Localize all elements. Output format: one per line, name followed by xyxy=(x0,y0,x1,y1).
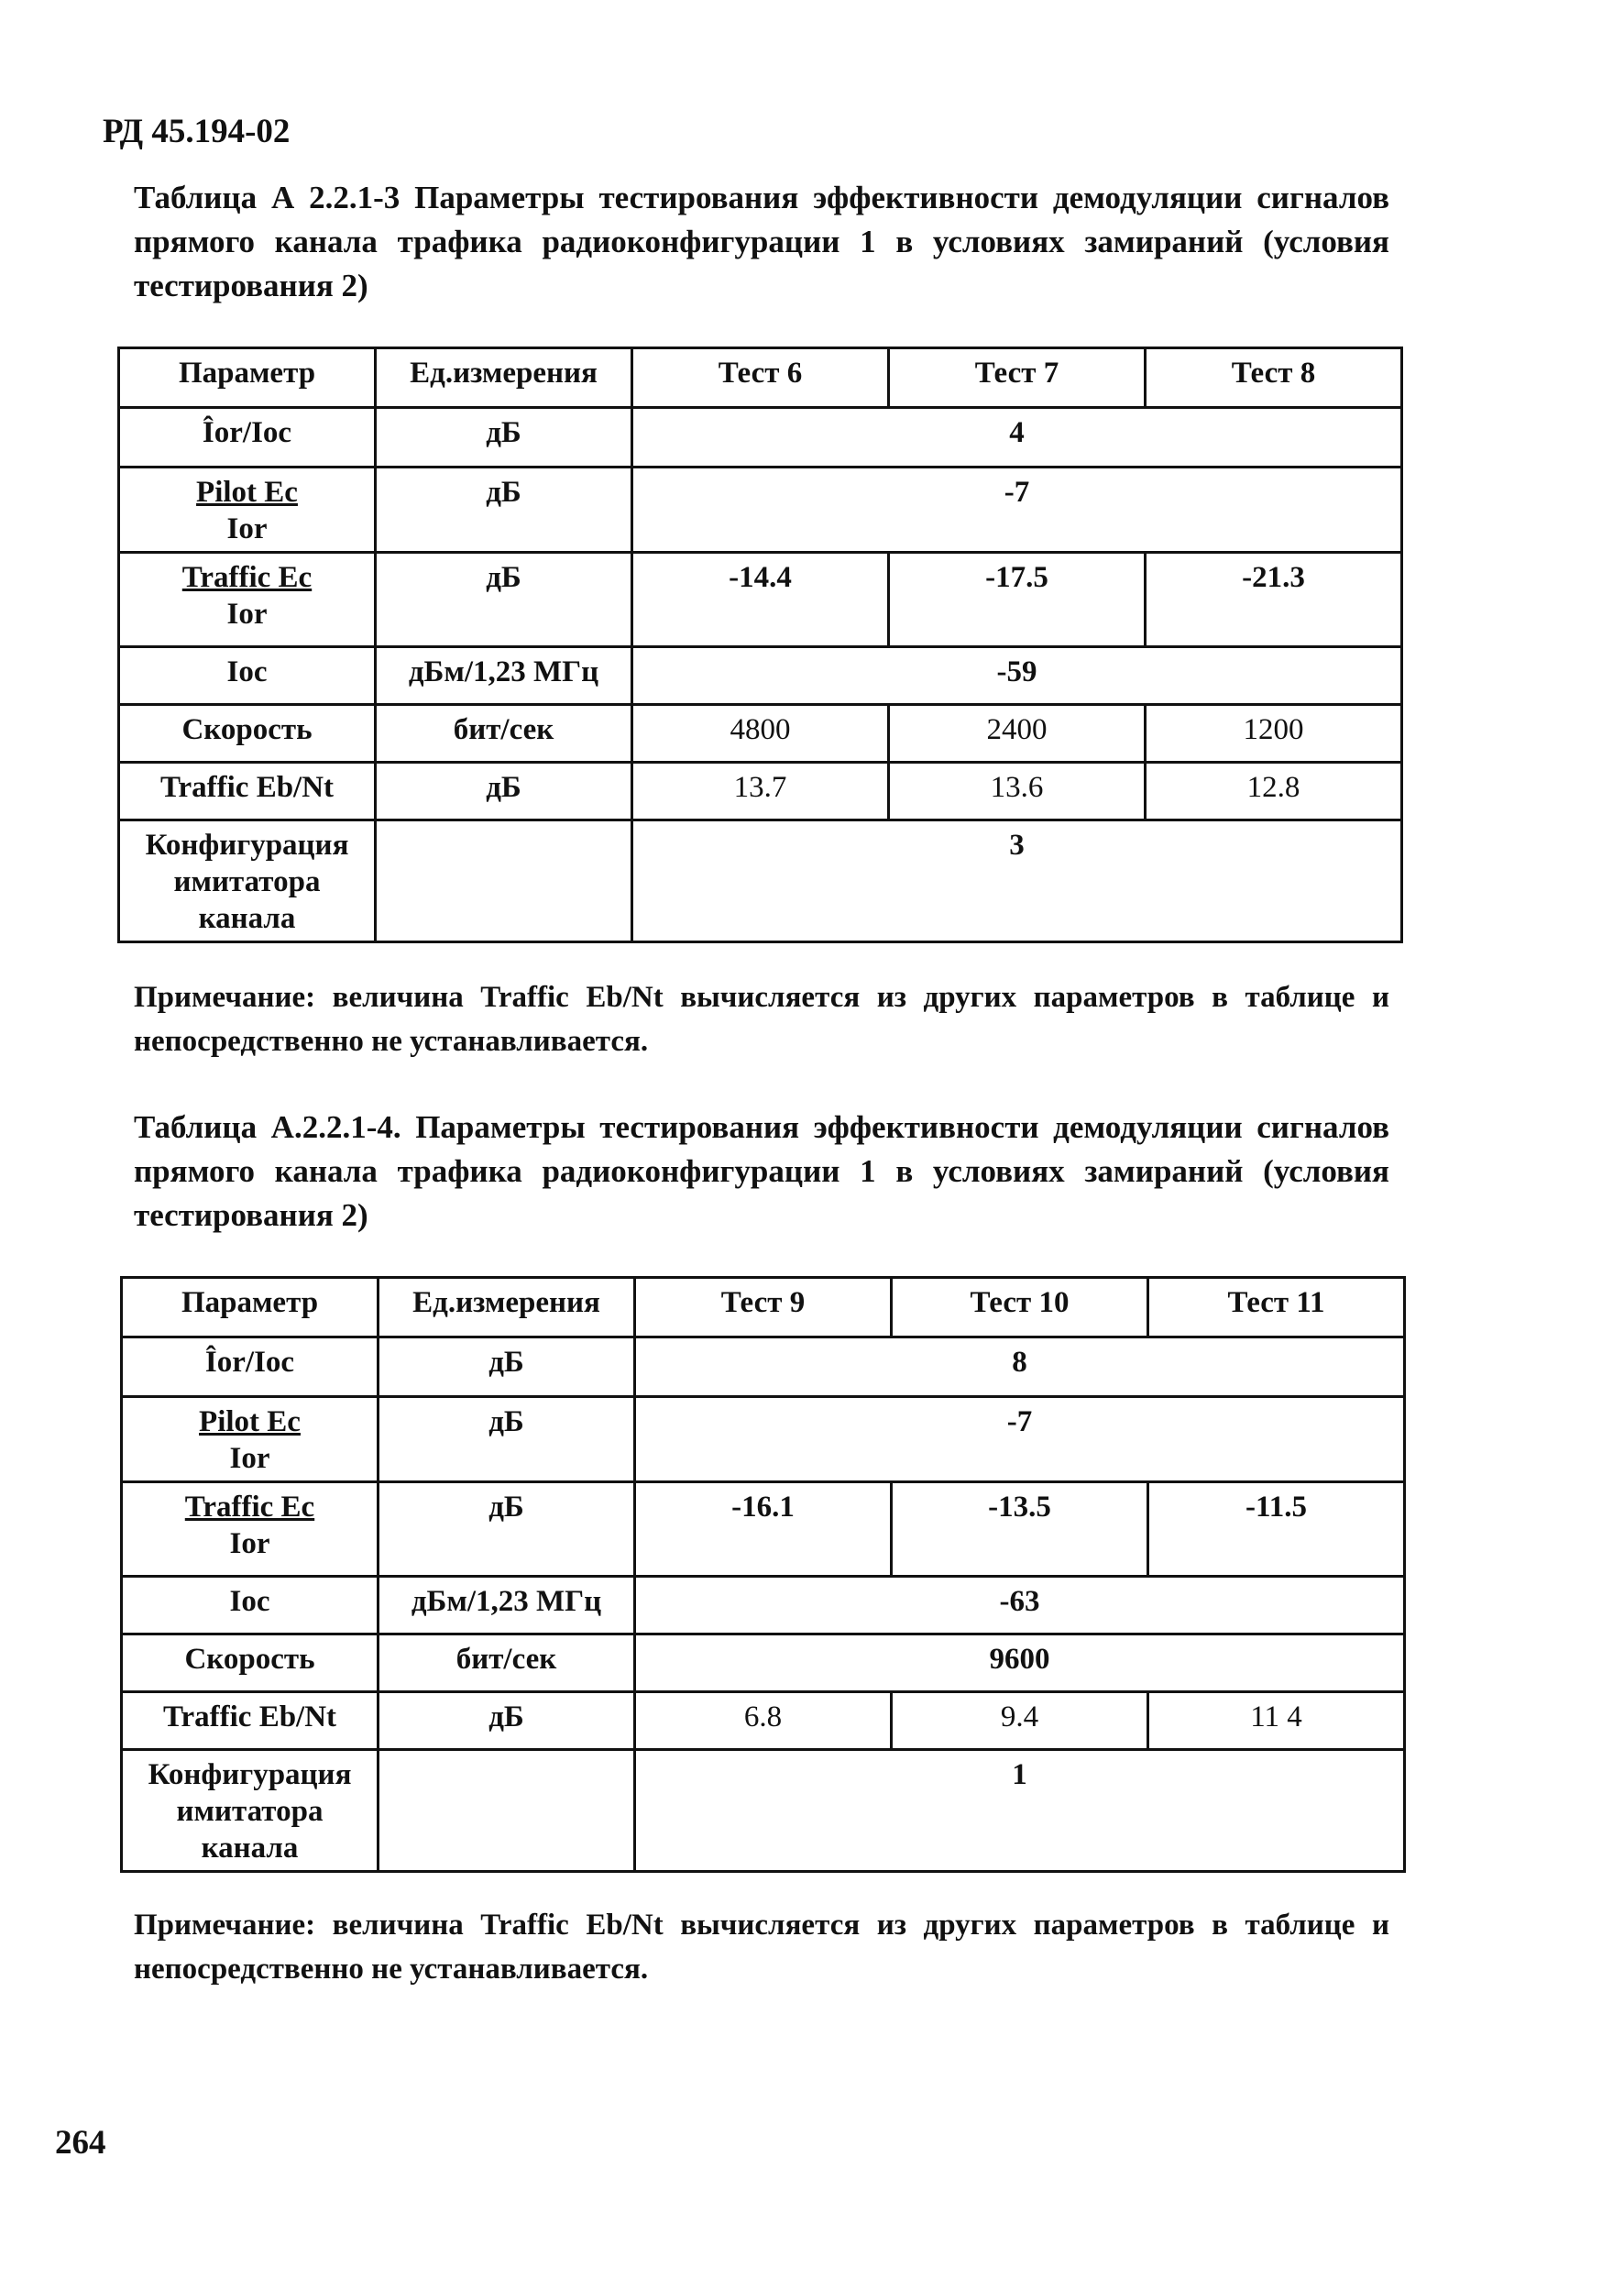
param-name xyxy=(119,468,376,553)
table-1 xyxy=(117,347,1403,943)
table-row xyxy=(119,820,1402,942)
column-header: Тест 8 xyxy=(1146,348,1402,408)
param-name xyxy=(122,1482,379,1577)
table-row xyxy=(119,705,1402,763)
column-header: Тест 7 xyxy=(889,348,1146,408)
param-name-bottom: Ior xyxy=(226,598,268,631)
param-name-top: Pilot Ec xyxy=(196,476,298,509)
unit-cell xyxy=(376,820,632,942)
column-header: Ед.измерения xyxy=(376,348,632,408)
table-row xyxy=(122,1482,1405,1577)
param-name: Traffic Eb/Nt xyxy=(122,1692,379,1750)
table-2-caption: Таблица А.2.2.1-4. Параметры тестирования эффективности демодуляции сигналов прямого канала трафика радиоконфигурации 1 в условиях замираний (условия тестирования 2) xyxy=(134,1109,1389,1233)
document-code: РД 45.194-02 xyxy=(103,113,291,150)
value-cell: -17.5 xyxy=(889,553,1146,647)
table-row xyxy=(122,1337,1405,1397)
table-1-caption: Таблица А 2.2.1-3 Параметры тестирования эффективности демодуляции сигналов прямого канала трафика радиоконфигурации 1 в условиях замираний (условия тестирования 2) xyxy=(134,180,1389,303)
table-row xyxy=(122,1750,1405,1872)
table-row xyxy=(122,1577,1405,1634)
param-name-top: Traffic Ec xyxy=(181,561,313,594)
param-name: Ioc xyxy=(122,1577,379,1634)
param-name-bottom: Ior xyxy=(229,1527,270,1560)
value-cell: 12.8 xyxy=(1146,763,1402,820)
unit-cell: дБ xyxy=(379,1692,635,1750)
param-name: Скорость xyxy=(122,1634,379,1692)
unit-cell: дБм/1,23 МГц xyxy=(376,647,632,705)
table-row xyxy=(119,408,1402,468)
param-name-bottom: Ior xyxy=(226,512,268,545)
param-name xyxy=(119,553,376,647)
table-row xyxy=(122,1692,1405,1750)
value-cell: 9600 xyxy=(635,1634,1405,1692)
value-cell: -63 xyxy=(635,1577,1405,1634)
table-2 xyxy=(120,1276,1406,1873)
value-cell: 1200 xyxy=(1146,705,1402,763)
table-1-note: Примечание: величина Traffic Eb/Nt вычисляется из других параметров в таблице и непосредственно не устанавливается. xyxy=(134,981,1389,1058)
param-name-top: Traffic Ec xyxy=(184,1491,315,1524)
column-header: Ед.измерения xyxy=(379,1278,635,1337)
value-cell: 11 4 xyxy=(1148,1692,1405,1750)
value-cell: 6.8 xyxy=(635,1692,892,1750)
column-header: Параметр xyxy=(122,1278,379,1337)
column-header: Параметр xyxy=(119,348,376,408)
unit-cell: дБ xyxy=(379,1397,635,1482)
unit-cell: дБм/1,23 МГц xyxy=(379,1577,635,1634)
value-cell: -11.5 xyxy=(1148,1482,1405,1577)
unit-cell: дБ xyxy=(376,468,632,553)
table-2-note: Примечание: величина Traffic Eb/Nt вычисляется из других параметров в таблице и непосредственно не устанавливается. xyxy=(134,1909,1389,1986)
value-cell: -13.5 xyxy=(892,1482,1148,1577)
value-cell: 9.4 xyxy=(892,1692,1148,1750)
value-cell: 4 xyxy=(632,408,1402,468)
table-row xyxy=(119,763,1402,820)
value-cell: 13.7 xyxy=(632,763,889,820)
unit-cell: дБ xyxy=(379,1337,635,1397)
value-cell: -7 xyxy=(635,1397,1405,1482)
unit-cell: дБ xyxy=(376,408,632,468)
value-cell: -14.4 xyxy=(632,553,889,647)
value-cell: -16.1 xyxy=(635,1482,892,1577)
value-cell: 1 xyxy=(635,1750,1405,1872)
unit-cell: дБ xyxy=(376,763,632,820)
unit-cell xyxy=(379,1750,635,1872)
param-name-bottom: Ior xyxy=(229,1442,270,1475)
param-name-top: Pilot Ec xyxy=(199,1405,301,1438)
column-header: Тест 9 xyxy=(635,1278,892,1337)
value-cell: -59 xyxy=(632,647,1402,705)
value-cell: 13.6 xyxy=(889,763,1146,820)
param-name: Конфигурация имитатора канала xyxy=(119,820,376,942)
column-header: Тест 6 xyxy=(632,348,889,408)
unit-cell: дБ xyxy=(379,1482,635,1577)
param-name: Скорость xyxy=(119,705,376,763)
unit-cell: бит/сек xyxy=(379,1634,635,1692)
table-row xyxy=(119,468,1402,553)
value-cell: 2400 xyxy=(889,705,1146,763)
column-header: Тест 10 xyxy=(892,1278,1148,1337)
table-row xyxy=(119,553,1402,647)
value-cell: -21.3 xyxy=(1146,553,1402,647)
param-name xyxy=(122,1397,379,1482)
param-name: Конфигурация имитатора канала xyxy=(122,1750,379,1872)
value-cell: 3 xyxy=(632,820,1402,942)
param-name: Îor/Ioc xyxy=(122,1337,379,1397)
value-cell: -7 xyxy=(632,468,1402,553)
table-row xyxy=(122,1634,1405,1692)
page-number: 264 xyxy=(55,2124,106,2162)
unit-cell: дБ xyxy=(376,553,632,647)
value-cell: 8 xyxy=(635,1337,1405,1397)
param-name: Traffic Eb/Nt xyxy=(119,763,376,820)
param-name: Ioc xyxy=(119,647,376,705)
table-row xyxy=(122,1278,1405,1337)
table-row xyxy=(119,647,1402,705)
unit-cell: бит/сек xyxy=(376,705,632,763)
column-header: Тест 11 xyxy=(1148,1278,1405,1337)
value-cell: 4800 xyxy=(632,705,889,763)
table-row xyxy=(119,348,1402,408)
param-name: Îor/Ioc xyxy=(119,408,376,468)
table-row xyxy=(122,1397,1405,1482)
